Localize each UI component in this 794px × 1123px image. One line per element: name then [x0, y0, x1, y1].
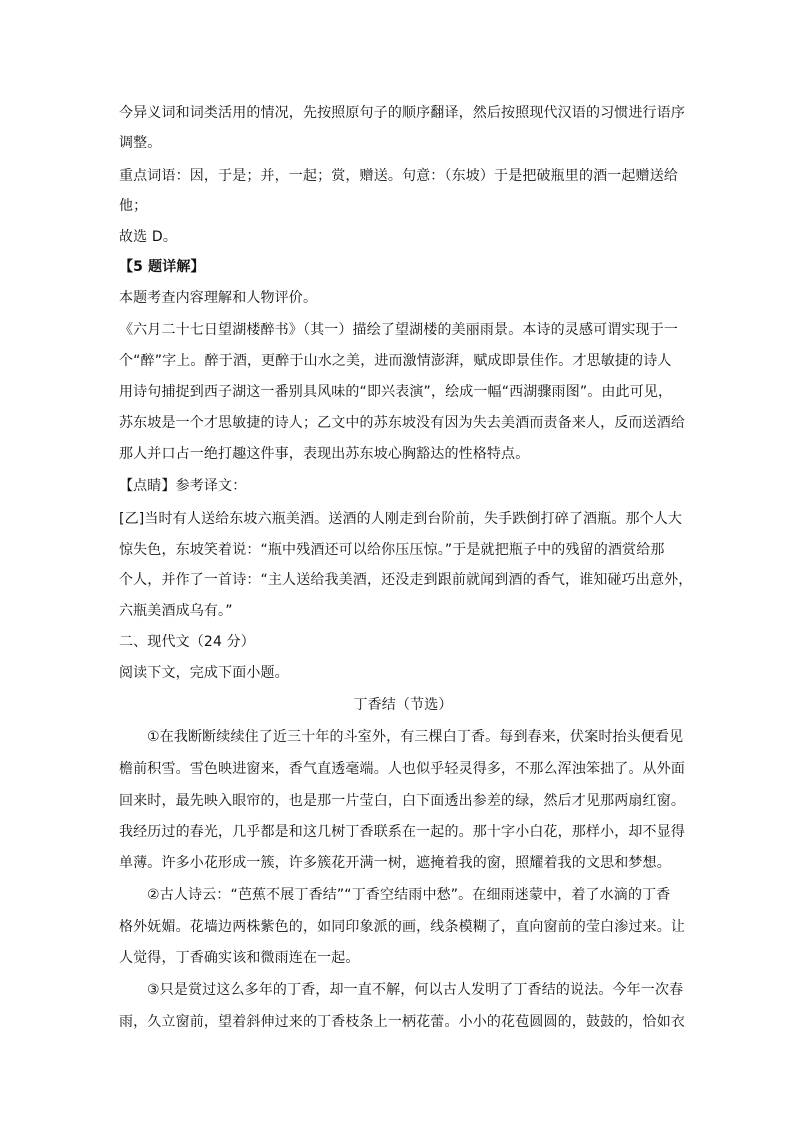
text-line: 阅读下文，完成下面小题。: [119, 665, 289, 681]
text-line: 苏东坡是一个才思敏捷的诗人；乙文中的苏东坡没有因为失去美酒而责备来人，反而送酒给: [119, 415, 685, 431]
text-line: 本题考查内容理解和人物评价。: [119, 290, 318, 306]
paragraph-line: 格外妩媚。花墙边两株紫色的，如同印象派的画，线条模糊了，直向窗前的莹白渗过来。让: [119, 919, 685, 935]
paragraph-line: 单薄。许多小花形成一簇，许多簇花开满一树，遮掩着我的窗，照耀着我的文思和梦想。: [119, 855, 671, 871]
paragraph-line: ③只是赏过这么多年的丁香，却一直不解，何以古人发明了丁香结的说法。今年一次春: [147, 982, 684, 998]
text-line: 个人，并作了一首诗：“主人送给我美酒，还没走到跟前就闻到酒的香气，谁知碰巧出意外，: [119, 572, 693, 588]
text-line: 那人并口占一绝打趣这件事，表现出苏东坡心胸豁达的性格特点。: [119, 446, 530, 462]
paragraph-line: 檐前积雪。雪色映进窗来，香气直透毫端。人也似乎轻灵得多，不那么浑浊笨拙了。从外面: [119, 761, 685, 777]
text-line: 调整。: [119, 135, 162, 151]
text-line: 今异义词和词类活用的情况，先按照原句子的顺序翻译，然后按照现代汉语的习惯进行语序: [119, 105, 685, 121]
text-line: [乙]当时有人送给东坡六瓶美酒。送酒的人刚走到台阶前，失手跌倒打碎了酒瓶。那个人大: [119, 511, 683, 527]
text-line: 六瓶美酒成乌有。”: [119, 603, 233, 619]
text-line: 《六月二十七日望湖楼醉书》（其一）描绘了望湖楼的美丽雨景。本诗的灵感可谓实现于一: [119, 322, 678, 338]
paragraph-line: 雨，久立窗前，望着斜伸过来的丁香枝条上一柄花蕾。小小的花苞圆圆的，鼓鼓的，恰如衣: [119, 1014, 685, 1030]
section-heading: 【点睛】参考译文：: [119, 478, 247, 494]
text-line: 重点词语：因，于是；并，一起；赏，赠送。句意：（东坡）于是把破瓶里的酒一起赠送给: [119, 168, 678, 184]
paragraph-line: ①在我断断续续住了近三十年的斗室外，有三棵白丁香。每到春来，伏案时抬头便看见: [147, 729, 684, 745]
article-title: 丁香结（节选）: [353, 697, 453, 713]
section-heading: 【5 题详解】: [119, 259, 205, 275]
text-line: 个“醉”字上。醉于酒，更醉于山水之美，进而激情澎湃，赋成即景佳作。才思敏捷的诗人: [119, 353, 672, 369]
paragraph-line: ②古人诗云：“芭蕉不展丁香结”“丁香空结雨中愁”。在细雨迷蒙中，着了水滴的丁香: [147, 887, 671, 903]
paragraph-line: 回来时，最先映入眼帘的，也是那一片莹白，白下面透出参差的绿，然后才见那两扇红窗。: [119, 793, 685, 809]
text-line: 故选 D。: [119, 229, 177, 245]
text-line: 用诗句捕捉到西子湖这一番别具风味的“即兴表演”，绘成一幅“西湖骤雨图”。由此可见，: [119, 384, 673, 400]
section-heading: 二、现代文（24 分）: [119, 634, 255, 650]
paragraph-line: 人觉得，丁香确实该和微雨连在一起。: [119, 950, 360, 966]
text-line: 他；: [119, 198, 148, 214]
paragraph-line: 我经历过的春光，几乎都是和这几树丁香联系在一起的。那十字小白花，那样小，却不显得: [119, 824, 685, 840]
text-line: 惊失色，东坡笑着说：“瓶中残酒还可以给你压压惊。”于是就把瓶子中的残留的酒赏给那: [119, 542, 665, 558]
